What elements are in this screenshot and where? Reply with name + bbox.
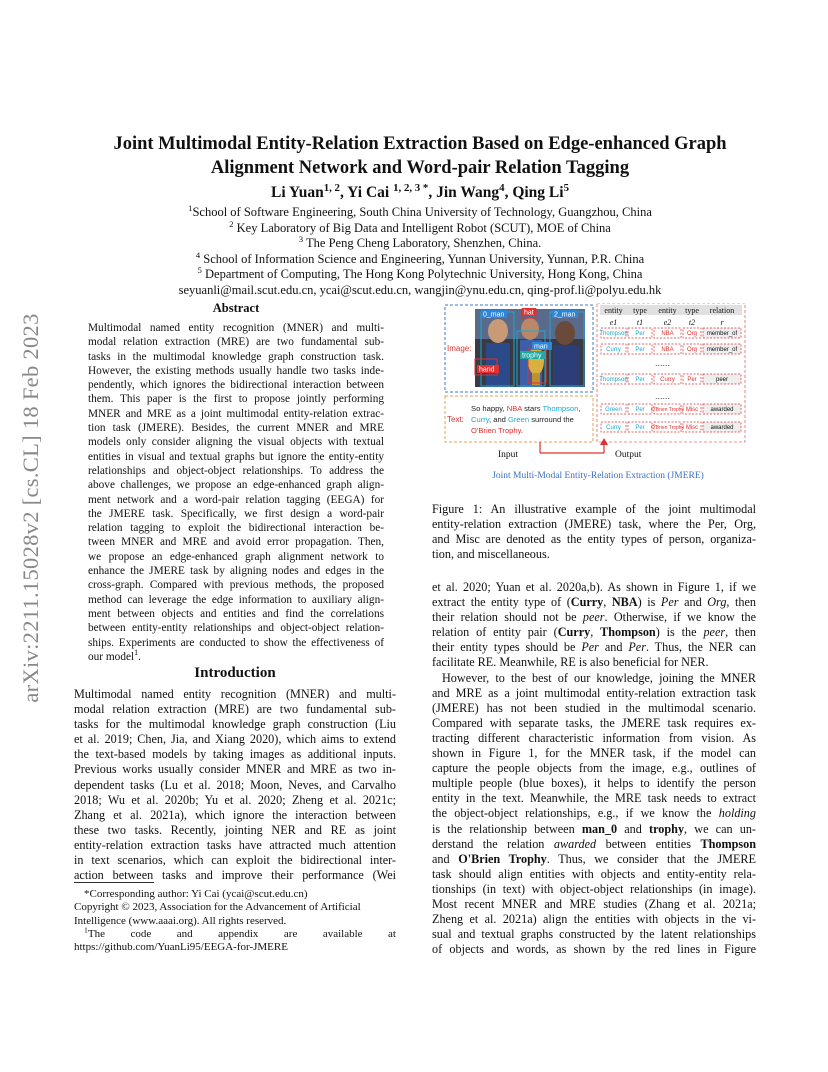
footnote-copyright: Copyright © 2023, Association for the Advancement of Artificial xyxy=(74,901,361,914)
table-cell-text: Per xyxy=(635,407,645,413)
table-header: entity xyxy=(604,306,623,315)
table-cell-text: Green xyxy=(605,407,622,413)
intro-line: Multimodal named entity recognition (MNER) and multi- xyxy=(74,687,396,701)
footnotes xyxy=(74,888,396,954)
caption-line: entity-relation extraction (JMERE) task, where the Per, Org, xyxy=(432,517,756,532)
table-cell-text: Org xyxy=(686,347,698,353)
abstract-line: method can leverage the edge information to auxiliary align- xyxy=(88,593,384,606)
table-cell-text: Curry xyxy=(660,377,675,383)
caption-line: tion, and miscellaneous. xyxy=(432,547,550,562)
object-label: man xyxy=(534,343,548,351)
intro-line: in text scenarios, which can exploit the bidirectional inter- xyxy=(74,853,396,868)
table-cell-text: member_of xyxy=(706,331,738,337)
abstract-line: Multimodal named entity recognition (MNER) and multi- xyxy=(88,322,384,334)
paragraph-line: task should align entities with objects and entity-entity rela- xyxy=(432,866,756,881)
table-symbol: t1 xyxy=(636,318,644,327)
footnote-rule xyxy=(74,882,154,883)
output-label: Output xyxy=(615,450,642,460)
abstract-line: modal relation extraction (MRE) are two fundamental sub- xyxy=(88,336,384,349)
table-cell-text: awarded xyxy=(710,407,734,413)
table-cell-text: Curry xyxy=(606,425,621,431)
table-header: entity xyxy=(658,306,677,315)
footnote-code: $^1$The code and appendix are available at xyxy=(84,925,396,940)
table-ellipsis: ...... xyxy=(655,358,671,368)
abstract-heading: Abstract xyxy=(212,301,260,315)
table-cell-text: Per xyxy=(687,377,697,383)
table-header: type xyxy=(633,306,647,315)
intro-line: modal relation extraction (MRE) are two fundamental sub- xyxy=(74,702,396,717)
table-cell-text: Thompson xyxy=(599,331,628,337)
input-label: Input xyxy=(498,450,519,460)
abstract-line: above challenges, we propose an edge-enhanced graph align- xyxy=(88,479,384,492)
affiliation: $^4$ School of Information Science and Engineering, Yunnan University, Yunnan, P.R. China xyxy=(195,249,645,266)
paragraph-line: tionships (in text) with object-object relationships (in image). xyxy=(432,881,756,896)
intro-line: Previous works usually consider MNER and MRE as two in- xyxy=(74,762,396,777)
affiliation: $^3$ The Peng Cheng Laboratory, Shenzhen, China. xyxy=(298,233,542,250)
table-header: relation xyxy=(709,306,735,315)
paragraph-line: facilitate RE. Meanwhile, RE is also beneficial for NER. xyxy=(432,655,709,670)
table-cell-text: Misc xyxy=(685,425,699,431)
object-label: 0_man xyxy=(483,311,505,319)
paragraph-line: Most recent MNER and MRE studies (Zhang et al. 2021a; xyxy=(432,896,756,911)
table-cell-text: Thompson xyxy=(599,377,628,383)
paragraph-line: Zheng et al. 2021a) align the entities with objects in the vi- xyxy=(432,912,756,927)
intro-line: entity-relation extraction tasks have attracted much attention xyxy=(74,837,396,852)
paper-title xyxy=(70,132,770,180)
output-table xyxy=(597,303,745,442)
author-sup: 1, 2, 3 * xyxy=(393,181,429,194)
figure-subtitle: Joint Multi-Modal Entity-Relation Extraction (JMERE) xyxy=(492,471,704,481)
author-name: Yi Cai xyxy=(347,184,390,201)
paragraph-line: et al. 2020; Yuan et al. 2020a,b). As shown in Figure 1, if we xyxy=(432,580,756,594)
paragraph-line: their relation should not be peer. Otherwise, if we know the xyxy=(432,610,757,625)
table-cell-text: member_of xyxy=(706,347,738,353)
paragraph-line: tracting different characteristic information from vision. As xyxy=(432,730,756,745)
intro-line: dependent tasks (Lu et al. 2018; Moon, Neves, and Carvalho xyxy=(74,777,396,792)
paragraph-line: of objects and words, as shown by the red lines in Figure xyxy=(432,942,756,957)
figure-1 xyxy=(440,303,756,493)
introduction-body xyxy=(74,687,396,883)
table-cell-text: peer xyxy=(715,377,729,383)
table-cell-text: Per xyxy=(635,425,645,431)
abstract-line: tween MNER and MRE and avoid error propagation. Then, xyxy=(88,536,384,549)
table-cell-text: Misc xyxy=(685,407,699,413)
paragraph-line: their entity types should be Per and Per. Thus, the NER can xyxy=(432,640,756,655)
arrow-head xyxy=(600,438,608,445)
paragraph-line: extract the entity type of (Curry, NBA) is Per and Org, then xyxy=(432,595,757,610)
paragraph-line: capture the people objects from the image, e.g., outlines of xyxy=(432,761,756,776)
author-name: Jin Wang xyxy=(436,184,500,201)
intro-line: Zhang et al. 2021a), which ignore the interaction between xyxy=(74,807,396,822)
author-sup: 1, 2 xyxy=(323,181,340,194)
abstract-line: them. This paper is the first to propose jointly performing xyxy=(88,393,384,406)
table-symbol: t2 xyxy=(688,318,696,327)
paragraph-line: sual and textual graphs constructed by the latent relationships xyxy=(432,927,756,942)
abstract-line: MNER and MRE as a joint multimodal entity-relation extrac- xyxy=(88,407,384,420)
footnote-copyright: Intelligence (www.aaai.org). All rights reserved. xyxy=(74,914,287,927)
affiliation: $^5$ Department of Computing, The Hong Kong Polytechnic University, Hong Kong, China xyxy=(197,264,643,281)
paragraph-line: entity in the text. Meanwhile, the MRE task needs to extract xyxy=(432,791,756,806)
figure-caption xyxy=(432,502,756,562)
table-cell-text: O'Brien Trophy xyxy=(650,425,685,431)
table-symbol: r xyxy=(720,318,724,327)
svg-text:O'Brien Trophy.: O'Brien Trophy. xyxy=(471,426,523,435)
abstract-line: pendently, which ignores the bidirectional interaction between xyxy=(88,379,384,392)
paragraph-line: Compared with separate tasks, the JMERE task requires ex- xyxy=(432,715,756,730)
table-cell-text: Per xyxy=(635,331,645,337)
paragraph-line: and O'Brien Trophy. Thus, we consider that the JMERE xyxy=(432,851,756,866)
table-symbol: e1 xyxy=(609,318,618,327)
svg-text:So happy, NBA stars Thompson,: So happy, NBA stars Thompson, xyxy=(471,404,581,413)
abstract-line: models only consider aligning the visual objects with textual xyxy=(88,436,384,449)
abstract-line: entities in visual and textual graphs but ignore the entity-entity xyxy=(88,450,384,463)
table-ellipsis: ...... xyxy=(655,391,671,401)
caption-line: Figure 1: An illustrative example of the joint multimodal xyxy=(432,502,756,516)
abstract-line: relation tagging to exploit the bidirectional interaction be- xyxy=(88,522,384,535)
image-label: Image: xyxy=(447,344,472,353)
author-name: Qing Li xyxy=(512,184,564,201)
object-label: trophy xyxy=(522,352,542,360)
abstract-line: relationships and object-object relationships. To address the xyxy=(88,464,384,477)
abstract-line: we propose an edge-enhanced graph alignment network to xyxy=(88,550,384,563)
author-emails: seyuanli@mail.scut.edu.cn, ycai@scut.edu.cn, wangjin@ynu.edu.cn, qing-prof.li@polyu.edu.hk xyxy=(178,282,662,297)
table-cell-text: Curry xyxy=(606,347,621,353)
arxiv-stamp: arXiv:2211.15028v2 [cs.CL] 18 Feb 2023 xyxy=(18,313,43,703)
paragraph-line: shown in Figure 1, for the MNER task, if the model can xyxy=(432,746,756,761)
abstract-line: ment between objects and entities and find the correlations xyxy=(88,607,384,620)
title-line-2: Alignment Network and Word-pair Relation Tagging xyxy=(210,158,630,178)
intro-line: action between tasks and improve their performance (Wei xyxy=(74,868,396,883)
abstract-line: tasks in the multimodal knowledge graph construction task. xyxy=(88,350,384,363)
abstract-line: tion task (JMERE). Besides, the current MNER and MRE xyxy=(88,422,384,435)
svg-text:Curry, and Green surround the: Curry, and Green surround the xyxy=(471,415,574,424)
table-cell-text: awarded xyxy=(710,425,734,431)
abstract-line: cross-graph. Compared with previous methods, the proposed xyxy=(88,579,384,592)
intro-line: these two tasks. Recently, jointing NER and RE as joint xyxy=(74,822,396,837)
intro-line: 2018; Wu et al. 2020b; Yu et al. 2020; Zheng et al. 2021c; xyxy=(74,792,396,807)
caption-line: and Misc are denoted as the entity types of person, organiza- xyxy=(432,532,756,547)
abstract-line: enhance the JMERE task by aligning nodes and edges in the xyxy=(88,565,384,578)
author-name: Li Yuan xyxy=(270,184,324,201)
input-sentence xyxy=(471,404,581,435)
paragraph-line: relation of entity pair (Curry, Thompson) is the peer, then xyxy=(432,625,757,640)
abstract-line: the JMERE task. Specifically, we first design a word-pair xyxy=(88,507,384,520)
paragraph-line: is the relationship between man_0 and trophy, we can un- xyxy=(432,821,756,836)
intro-line: et al. 2019; Chen, Jia, and Xiang 2020), which aims to extend xyxy=(74,732,396,747)
table-cell-text: NBA xyxy=(661,347,674,353)
text-label: Text: xyxy=(447,415,464,424)
table-cell-text: Per xyxy=(635,347,645,353)
author-sup: 5 xyxy=(563,181,569,194)
introduction-heading: Introduction xyxy=(194,665,276,681)
paragraph-line: derstand the relation awarded between entities Thompson xyxy=(432,836,756,851)
paragraph-line: However, to the best of our knowledge, joining the MNER xyxy=(442,670,756,685)
table-symbol: e2 xyxy=(663,318,672,327)
abstract-line: ment network and a word-pair relation tagging (EEGA) for xyxy=(88,493,384,506)
paragraph-line: (JMERE) has not been studied in the multimodal scenario. xyxy=(432,700,756,715)
intro-line: the text-based models by taking images as additional inputs. xyxy=(74,747,396,762)
object-label: hand xyxy=(479,366,495,374)
table-cell-text: Org xyxy=(686,331,698,337)
abstract-last-line: our model$^1$. xyxy=(88,648,141,663)
right-column-body xyxy=(432,580,756,957)
footnote-corresponding: *Corresponding author: Yi Cai (ycai@scut.edu.cn) xyxy=(84,888,308,900)
intro-line: tasks for the multimodal knowledge graph construction (Liu xyxy=(74,717,396,732)
paragraph-line: and MRE as a joint multimodal entity-relation extraction task xyxy=(432,685,756,700)
title-line-1: Joint Multimodal Entity-Relation Extraction Based on Edge-enhanced Graph xyxy=(113,134,727,154)
footnote-code-url[interactable]: https://github.com/YuanLi95/EEGA-for-JMERE xyxy=(74,941,288,954)
object-label: 2_man xyxy=(554,311,576,319)
object-label: hat xyxy=(524,309,534,317)
table-header: type xyxy=(685,306,699,315)
paragraph-line: the object-object relationships, e.g., if we know the holding xyxy=(432,806,756,821)
author-list: Li Yuan$^{1, 2}$, Yi Cai $^{1, 2, 3 *}$, Jin Wang$^4$, Qing Li$^5$ xyxy=(270,181,569,201)
affiliations xyxy=(70,202,770,298)
affiliation: $^2$ Key Laboratory of Big Data and Intelligent Robot (SCUT), MOE of China xyxy=(229,218,611,235)
table-cell-text: Per xyxy=(635,377,645,383)
abstract-body xyxy=(88,321,384,664)
paragraph-line: multiple people (blue boxes), it helps to identify the person xyxy=(432,776,756,791)
table-cell-text: O'Brien Trophy xyxy=(650,407,685,413)
abstract-line: between entity-entity relationships and object-object relation- xyxy=(88,622,384,635)
abstract-line: ships. Experiments are conducted to show the effectiveness of xyxy=(88,636,384,649)
table-cell-text: NBA xyxy=(661,331,674,337)
abstract-line: However, the existing methods usually handle two tasks inde- xyxy=(88,364,384,377)
affiliation: $^1$School of Software Engineering, South China University of Technology, Guangzhou, China xyxy=(188,202,652,219)
author-sup: 4 xyxy=(499,181,505,194)
